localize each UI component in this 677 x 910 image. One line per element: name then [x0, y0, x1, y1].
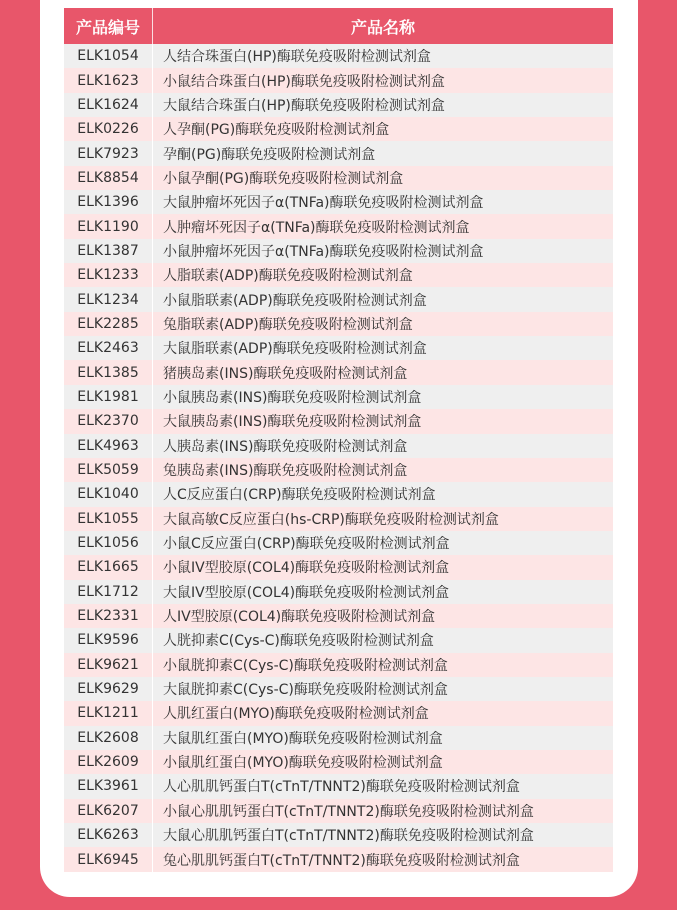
product-name: 小鼠脂联素(ADP)酶联免疫吸附检测试剂盒 [163, 292, 427, 309]
header-product-name: 产品名称 [350, 17, 415, 37]
product-code: ELK2285 [64, 312, 153, 336]
table-row [64, 555, 613, 579]
table-row [64, 68, 613, 92]
product-name: 猪胰岛素(INS)酶联免疫吸附检测试剂盒 [163, 365, 408, 382]
product-name: 人结合珠蛋白(HP)酶联免疫吸附检测试剂盒 [163, 49, 431, 66]
product-name: 小鼠肿瘤坏死因子α(TNFa)酶联免疫吸附检测试剂盒 [163, 243, 484, 260]
product-code: ELK6263 [64, 823, 153, 847]
table-row [64, 166, 613, 190]
table-row [64, 628, 613, 652]
product-name: 人脂联素(ADP)酶联免疫吸附检测试剂盒 [163, 268, 413, 285]
table-row [64, 117, 613, 141]
table-row [64, 141, 613, 165]
table-row [64, 482, 613, 506]
product-code: ELK1055 [64, 507, 153, 531]
table-row [64, 847, 613, 871]
product-name: 小鼠肌红蛋白(MYO)酶联免疫吸附检测试剂盒 [163, 755, 443, 772]
product-code: ELK6207 [64, 799, 153, 823]
product-name: 大鼠高敏C反应蛋白(hs-CRP)酶联免疫吸附检测试剂盒 [163, 511, 499, 528]
table-row [64, 507, 613, 531]
table-row [64, 312, 613, 336]
table-row [64, 823, 613, 847]
table-row [64, 653, 613, 677]
product-code: ELK5059 [64, 458, 153, 482]
table-row [64, 287, 613, 311]
table-row [64, 580, 613, 604]
product-name: 小鼠胰岛素(INS)酶联免疫吸附检测试剂盒 [163, 389, 422, 406]
product-code: ELK2370 [64, 409, 153, 433]
product-code: ELK1981 [64, 385, 153, 409]
product-code: ELK1624 [64, 93, 153, 117]
product-code: ELK1712 [64, 580, 153, 604]
product-code: ELK1665 [64, 555, 153, 579]
product-name: 小鼠孕酮(PG)酶联免疫吸附检测试剂盒 [163, 170, 404, 187]
product-code: ELK6945 [64, 847, 153, 871]
table-row [64, 239, 613, 263]
product-name: 大鼠胱抑素C(Cys-C)酶联免疫吸附检测试剂盒 [163, 682, 448, 699]
header-product-code: 产品编号 [64, 8, 153, 44]
table-row [64, 701, 613, 725]
product-name: 人心肌肌钙蛋白T(cTnT/TNNT2)酶联免疫吸附检测试剂盒 [163, 779, 520, 796]
table-row [64, 726, 613, 750]
product-code: ELK1234 [64, 287, 153, 311]
product-code: ELK2609 [64, 750, 153, 774]
table-row [64, 750, 613, 774]
table-row [64, 214, 613, 238]
product-code: ELK4963 [64, 434, 153, 458]
table-row [64, 604, 613, 628]
table-row [64, 677, 613, 701]
product-name: 大鼠肿瘤坏死因子α(TNFa)酶联免疫吸附检测试剂盒 [163, 195, 484, 212]
product-name: 大鼠IV型胶原(COL4)酶联免疫吸附检测试剂盒 [163, 584, 450, 601]
product-code: ELK1056 [64, 531, 153, 555]
table-row [64, 360, 613, 384]
table-row [64, 531, 613, 555]
product-name: 兔心肌肌钙蛋白T(cTnT/TNNT2)酶联免疫吸附检测试剂盒 [163, 852, 520, 869]
table-row [64, 336, 613, 360]
product-code: ELK0226 [64, 117, 153, 141]
product-code: ELK7923 [64, 141, 153, 165]
table-row [64, 799, 613, 823]
product-name: 大鼠胰岛素(INS)酶联免疫吸附检测试剂盒 [163, 414, 422, 431]
product-code: ELK1233 [64, 263, 153, 287]
product-name: 人胰岛素(INS)酶联免疫吸附检测试剂盒 [163, 438, 408, 455]
product-code: ELK9596 [64, 628, 153, 652]
product-name: 小鼠结合珠蛋白(HP)酶联免疫吸附检测试剂盒 [163, 73, 445, 90]
product-code: ELK8854 [64, 166, 153, 190]
table-row [64, 409, 613, 433]
product-name: 小鼠IV型胶原(COL4)酶联免疫吸附检测试剂盒 [163, 560, 450, 577]
table-row [64, 44, 613, 68]
product-name: 兔胰岛素(INS)酶联免疫吸附检测试剂盒 [163, 463, 408, 480]
product-code: ELK9629 [64, 677, 153, 701]
product-name: 小鼠胱抑素C(Cys-C)酶联免疫吸附检测试剂盒 [163, 657, 448, 674]
table-row [64, 263, 613, 287]
product-name: 大鼠肌红蛋白(MYO)酶联免疫吸附检测试剂盒 [163, 730, 443, 747]
product-code: ELK1396 [64, 190, 153, 214]
table-row [64, 385, 613, 409]
product-code: ELK2463 [64, 336, 153, 360]
product-name: 大鼠脂联素(ADP)酶联免疫吸附检测试剂盒 [163, 341, 427, 358]
table-row [64, 190, 613, 214]
table-row [64, 434, 613, 458]
product-name: 人C反应蛋白(CRP)酶联免疫吸附检测试剂盒 [163, 487, 436, 504]
table-body [64, 44, 613, 872]
product-name: 大鼠结合珠蛋白(HP)酶联免疫吸附检测试剂盒 [163, 97, 445, 114]
product-code: ELK3961 [64, 774, 153, 798]
product-code: ELK9621 [64, 653, 153, 677]
product-code: ELK1054 [64, 44, 153, 68]
product-table [64, 8, 613, 872]
table-header [64, 8, 613, 44]
product-name: 人肿瘤坏死因子α(TNFa)酶联免疫吸附检测试剂盒 [163, 219, 470, 236]
product-name: 人胱抑素C(Cys-C)酶联免疫吸附检测试剂盒 [163, 633, 434, 650]
product-code: ELK1040 [64, 482, 153, 506]
product-code: ELK2608 [64, 726, 153, 750]
product-name: 人孕酮(PG)酶联免疫吸附检测试剂盒 [163, 122, 390, 139]
table-row [64, 93, 613, 117]
product-code: ELK1385 [64, 360, 153, 384]
product-code: ELK1211 [64, 701, 153, 725]
product-name: 小鼠C反应蛋白(CRP)酶联免疫吸附检测试剂盒 [163, 536, 450, 553]
product-code: ELK2331 [64, 604, 153, 628]
product-name: 小鼠心肌肌钙蛋白T(cTnT/TNNT2)酶联免疫吸附检测试剂盒 [163, 803, 534, 820]
product-name: 兔脂联素(ADP)酶联免疫吸附检测试剂盒 [163, 316, 413, 333]
product-code: ELK1387 [64, 239, 153, 263]
product-name: 孕酮(PG)酶联免疫吸附检测试剂盒 [163, 146, 376, 163]
product-name: 人肌红蛋白(MYO)酶联免疫吸附检测试剂盒 [163, 706, 429, 723]
product-code: ELK1190 [64, 214, 153, 238]
table-row [64, 774, 613, 798]
product-name: 人IV型胶原(COL4)酶联免疫吸附检测试剂盒 [163, 609, 436, 626]
product-code: ELK1623 [64, 68, 153, 92]
product-name: 大鼠心肌肌钙蛋白T(cTnT/TNNT2)酶联免疫吸附检测试剂盒 [163, 828, 534, 845]
table-row [64, 458, 613, 482]
